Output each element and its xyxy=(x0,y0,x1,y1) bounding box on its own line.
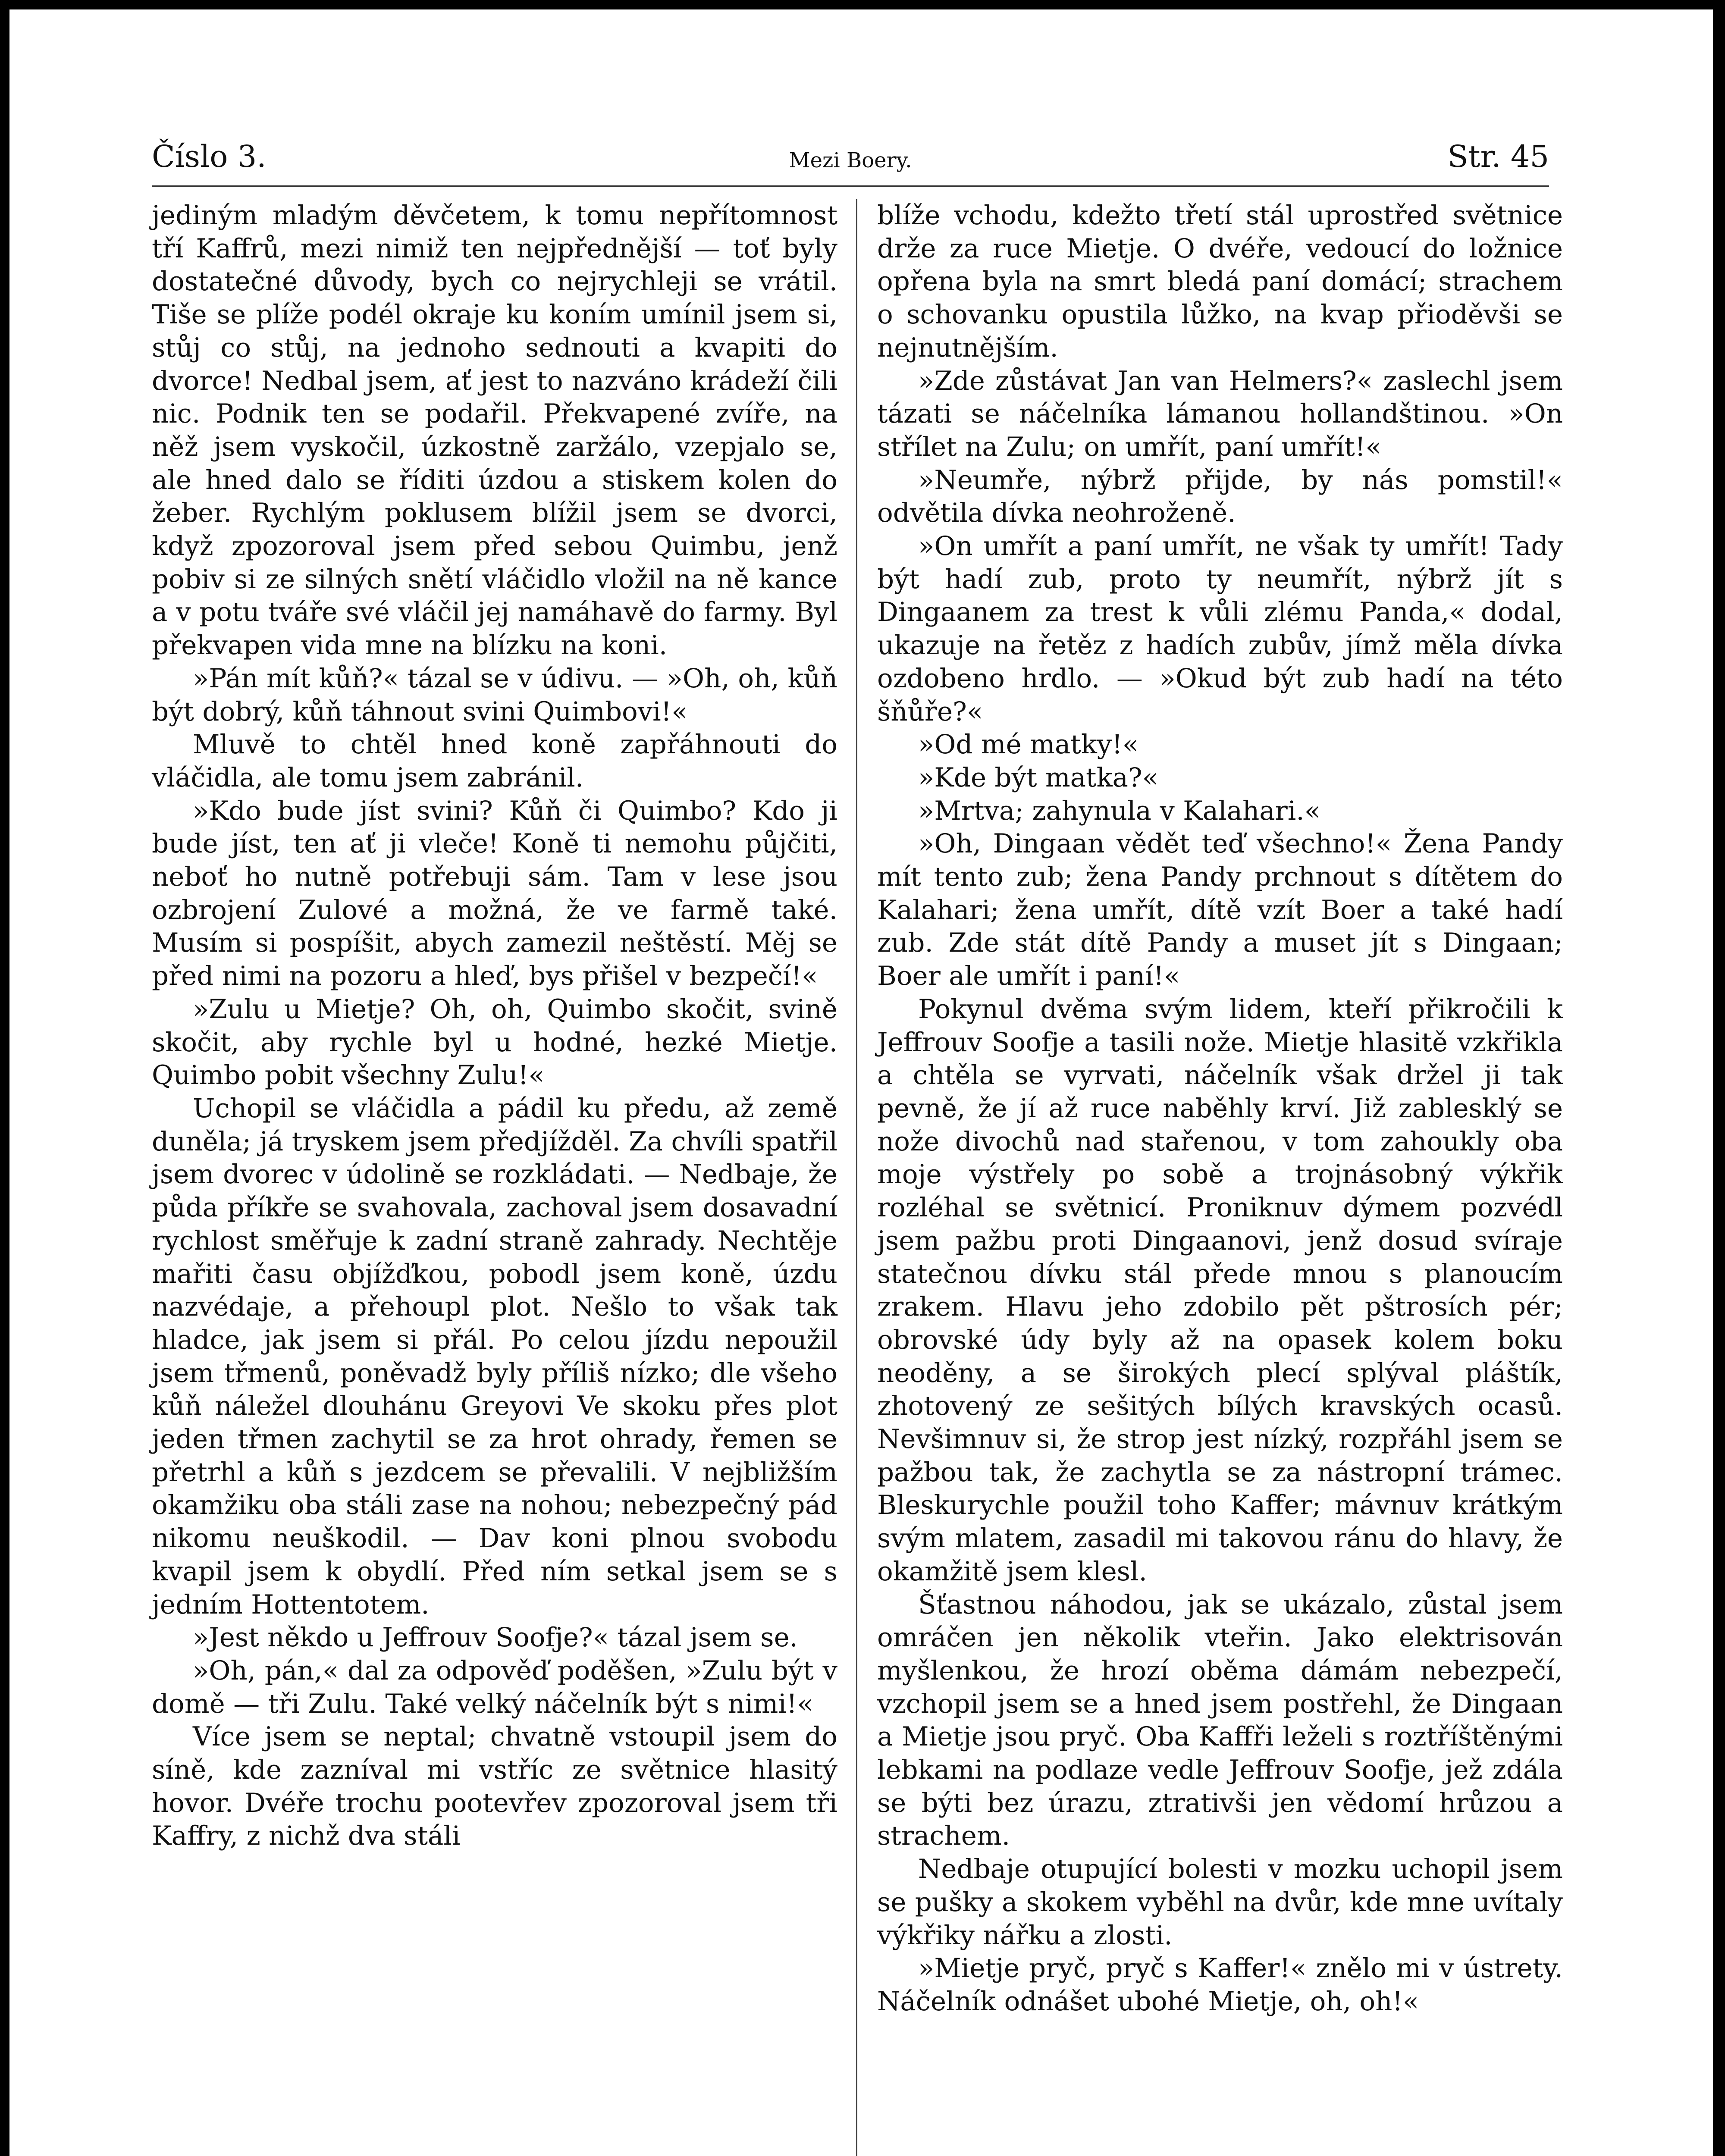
right-column xyxy=(877,199,1563,2018)
paragraph: Pokynul dvěma svým lidem, kteří přikročili k Jeffrouv Soofje a tasili nože. Mietje hlasitě vzkřikla a chtěla se vyrvati, náčelník však držel ji tak pevně, že jí až ruce naběhly krví. Již zablesklý se nože divochů nad stařenou, v tom zahoukly oba moje výstřely po sobě a trojnásobný výkřik rozléhal se světnicí. Proniknuv dýmem pozvédl jsem pažbu proti Dingaanovi, jenž dosud svíraje statečnou dívku stál přede mnou s planoucím zrakem. Hlavu jeho zdobilo pět pštrosích pér; obrovské údy byly až na opasek kolem boku neoděny, a se širokých plecí splýval pláštík, zhotovený ze sešitých bílých kravských ocasů. Nevšimnuv si, že strop jest nízký, rozpřáhl jsem se pažbou tak, že zachytla se za nástropní trámec. Bleskurychle použil toho Kaffer; mávnuv krátkým svým mlatem, zasadil mi takovou ránu do hlavy, že okamžitě jsem klesl. xyxy=(877,993,1563,1587)
paragraph: »Mrtva; zahynula v Kalahari.« xyxy=(918,795,1321,826)
paragraph: »Jest někdo u Jeffrouv Soofje?« tázal jsem se. xyxy=(193,1622,798,1653)
running-title: Mezi Boery. xyxy=(789,148,912,172)
paragraph: Více jsem se neptal; chvatně vstoupil jsem do síně, kde zazníval mi vstříc ze světnice hlasitý hovor. Dvéře trochu pootevřev zpozoroval jsem tři Kaffry, z nichž dva stáli xyxy=(152,1721,837,1852)
running-header xyxy=(152,139,1549,191)
paragraph: »On umřít a paní umřít, ne však ty umřít! Tady být hadí zub, proto ty neumřít, nýbrž jít s Dingaanem za trest k vůli zlému Panda,« dodal, ukazuje na řetěz z hadích zubův, jímž měla dívka ozdobeno hrdlo. — »Okud být zub hadí na této šňůře?« xyxy=(877,531,1563,727)
paragraph: »Zde zůstávat Jan van Helmers?« zaslechl jsem tázati se náčelníka lámanou hollandštinou. »On střílet na Zulu; on umřít, paní umřít!« xyxy=(877,365,1563,462)
page-number: Str. 45 xyxy=(1447,139,1549,174)
paragraph: »Kdo bude jíst svini? Kůň či Quimbo? Kdo ji bude jíst, ten ať ji vleče! Koně ti nemohu půjčiti, neboť ho nutně potřebuji sám. Tam v lese jsou ozbrojení Zulové a možná, že ve farmě také. Musím si pospíšit, abych zamezil neštěstí. Měj se před nimi na pozoru a hleď, bys přišel v bezpečí!« xyxy=(152,795,837,992)
paragraph: Nedbaje otupující bolesti v mozku uchopil jsem se pušky a skokem vyběhl na dvůr, kde mne uvítaly výkřiky nářku a zlosti. xyxy=(877,1854,1563,1951)
paragraph: »Kde být matka?« xyxy=(918,762,1158,793)
column-divider xyxy=(856,199,857,2156)
paragraph: »Pán mít kůň?« tázal se v údivu. — »Oh, oh, kůň být dobrý, kůň táhnout svini Quimbovi!« xyxy=(152,663,837,727)
paragraph: »Od mé matky!« xyxy=(918,729,1139,760)
paragraph: Uchopil se vláčidla a pádil ku předu, až země duněla; já tryskem jsem předjížděl. Za chvíli spatřil jsem dvorec v údolině se rozkládati. — Nedbaje, že půda příkře se svahovala, zachoval jsem dosavadní rychlost směřuje k zadní straně zahrady. Nechtěje mařiti času objížďkou, pobodl jsem koně, úzdu nazvédaje, a přehoupl plot. Nešlo to však tak hladce, jak jsem si přál. Po celou jízdu nepoužil jsem třmenů, poněvadž byly příliš nízko; dle všeho kůň náležel dlouhánu Greyovi Ve skoku přes plot jeden třmen zachytil se za hrot ohrady, řemen se přetrhl a kůň s jezdcem se převalili. V nejbližším okamžiku oba stáli zase na nohou; nebezpečný pád nikomu neuškodil. — Dav koni plnou svobodu kvapil jsem k obydlí. Před ním setkal jsem se s jedním Hottentotem. xyxy=(152,1093,837,1620)
page xyxy=(9,9,1713,2156)
issue-number: Číslo 3. xyxy=(152,139,267,174)
left-column xyxy=(152,199,837,1853)
header-rule xyxy=(152,185,1549,187)
paragraph: blíže vchodu, kdežto třetí stál uprostřed světnice drže za ruce Mietje. O dvéře, vedoucí do ložnice opřena byla na smrt bledá paní domácí; strachem o schovanku opustila lůžko, na kvap přioděvši se nejnutnějším. xyxy=(877,200,1563,363)
paragraph: »Oh, Dingaan vědět teď všechno!« Žena Pandy mít tento zub; žena Pandy prchnout s dítětem do Kalahari; žena umřít, dítě vzít Boer a také hadí zub. Zde stát dítě Pandy a muset jít s Dingaan; Boer ale umřít i paní!« xyxy=(877,828,1563,992)
paragraph: »Zulu u Mietje? Oh, oh, Quimbo skočit, svině skočit, aby rychle byl u hodné, hezké Mietje. Quimbo pobit všechny Zulu!« xyxy=(152,993,837,1091)
paragraph: Mluvě to chtěl hned koně zapřáhnouti do vláčidla, ale tomu jsem zabránil. xyxy=(152,729,837,793)
paragraph: jediným mladým děvčetem, k tomu nepřítomnost tří Kaffrů, mezi nimiž ten nejpřednější — toť byly dostatečné důvody, bych co nejrychleji se vrátil. Tiše se plíže podél okraje ku koním umínil jsem si, stůj co stůj, na jednoho sednouti a kvapiti do dvorce! Nedbal jsem, ať jest to nazváno krádeží čili nic. Podnik ten se podařil. Překvapené zvíře, na něž jsem vyskočil, úzkostně zaržálo, vzepjalo se, ale hned dalo se říditi úzdou a stiskem kolen do žeber. Rychlým poklusem blížil jsem se dvorci, když zpozoroval jsem před sebou Quimbu, jenž pobiv si ze silných snětí vláčidlo vložil na ně kance a v potu tváře své vláčil jej namáhavě do farmy. Byl překvapen vida mne na blízku na koni. xyxy=(152,200,837,661)
paragraph: »Mietje pryč, pryč s Kaffer!« znělo mi v ústrety. Náčelník odnášet ubohé Mietje, oh, oh!« xyxy=(877,1953,1563,2017)
paragraph: Šťastnou náhodou, jak se ukázalo, zůstal jsem omráčen jen několik vteřin. Jako elektrisován myšlenkou, že hrozí oběma dámám nebezpečí, vzchopil jsem se a hned jsem postřehl, že Dingaan a Mietje jsou pryč. Oba Kaffři leželi s roztříštěnými lebkami na podlaze vedle Jeffrouv Soofje, jež zdála se býti bez úrazu, ztrativši jen vědomí hrůzou a strachem. xyxy=(877,1589,1563,1852)
paragraph: »Neumře, nýbrž přijde, by nás pomstil!« odvětila dívka neohroženě. xyxy=(877,464,1563,529)
paragraph: »Oh, pán,« dal za odpověď poděšen, »Zulu být v domě — tři Zulu. Také velký náčelník být s nimi!« xyxy=(152,1655,837,1719)
